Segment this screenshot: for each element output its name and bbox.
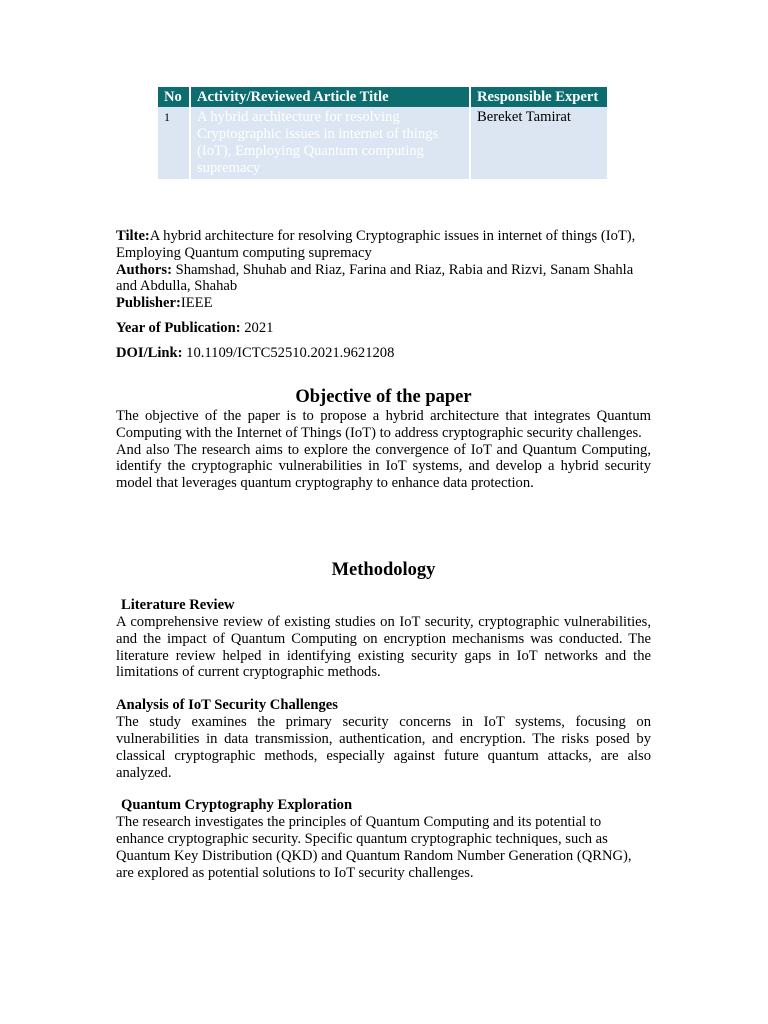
meta-doi-value: 10.1109/ICTC52510.2021.9621208 bbox=[182, 344, 395, 361]
meta-publisher-value: IEEE bbox=[180, 295, 213, 312]
meta-year-label: Year of Publication: bbox=[116, 319, 241, 336]
meta-title-label: Tilte: bbox=[116, 228, 150, 244]
methodology-subsection bbox=[116, 697, 651, 781]
subsection-title: Analysis of IoT Security Challenges bbox=[116, 697, 338, 714]
meta-title-line bbox=[116, 228, 651, 262]
header-no: No bbox=[158, 87, 190, 107]
methodology-section bbox=[116, 559, 651, 898]
table-row bbox=[158, 107, 607, 179]
objective-heading: Objective of the paper bbox=[295, 387, 472, 407]
meta-title-value: A hybrid architecture for resolving Cryptographic issues in internet of things (IoT), Employing Quantum computing supremacy bbox=[116, 228, 636, 261]
subsection-body: The research investigates the principles of Quantum Computing and its potential to enhance cryptographic security. Specific quantum cryptographic techniques, such as Quantum Key Distribution (QKD) and Quantum Random Number Generation (QRNG), are explored as potential solutions to IoT security challenges. bbox=[116, 814, 632, 881]
subsection-body: A comprehensive review of existing studies on IoT security, cryptographic vulnerabilities, and the impact of Quantum Computing on encryption mechanisms was conducted. The literature review helped in identifying existing security gaps in IoT networks and the limitations of current cryptographic methods. bbox=[116, 614, 651, 681]
activity-table bbox=[158, 87, 607, 179]
header-responsible-expert: Responsible Expert bbox=[470, 87, 607, 107]
subsection-title: Literature Review bbox=[121, 597, 235, 613]
meta-publisher-label: Publisher: bbox=[116, 295, 181, 312]
meta-year-value: 2021 bbox=[240, 319, 274, 336]
meta-doi-line bbox=[116, 345, 651, 362]
methodology-subsection bbox=[116, 797, 651, 881]
meta-authors-value: Shamshad, Shuhab and Riaz, Farina and Riaz, Rabia and Rizvi, Sanam Shahla and Abdulla, Shahab bbox=[116, 261, 634, 295]
row-article-title: A hybrid architecture for resolving Cryptographic issues in internet of things (IoT), Employing Quantum computing supremacy bbox=[190, 107, 470, 179]
table-header-row bbox=[158, 87, 607, 107]
meta-publisher-line bbox=[116, 295, 651, 312]
objective-paragraph-2: And also The research aims to explore the convergence of IoT and Quantum Computing, identify the cryptographic vulnerabilities in IoT systems, and develop a hybrid security model that leverages quantum cryptography to enhance data protection. bbox=[116, 441, 651, 492]
row-expert: Bereket Tamirat bbox=[470, 107, 607, 179]
article-metadata bbox=[116, 228, 651, 362]
meta-authors-label: Authors: bbox=[116, 261, 172, 278]
header-article-title: Activity/Reviewed Article Title bbox=[190, 87, 470, 107]
meta-authors-line bbox=[116, 262, 651, 296]
objective-section bbox=[116, 386, 651, 492]
meta-doi-label: DOI/Link: bbox=[116, 344, 183, 361]
subsection-title: Quantum Cryptography Exploration bbox=[121, 797, 353, 814]
objective-paragraph-1: The objective of the paper is to propose a hybrid architecture that integrates Quantum Computing with the Internet of Things (IoT) to address cryptographic security challenges. bbox=[116, 408, 651, 441]
methodology-subsection bbox=[116, 597, 651, 681]
methodology-heading: Methodology bbox=[331, 560, 436, 580]
row-number: 1 bbox=[158, 107, 190, 179]
meta-year-line bbox=[116, 320, 651, 337]
subsection-body: The study examines the primary security concerns in IoT systems, focusing on vulnerabilities in data transmission, authentication, and encryption. The risks posed by classical cryptographic methods, especially against future quantum attacks, are also analyzed. bbox=[116, 714, 651, 781]
